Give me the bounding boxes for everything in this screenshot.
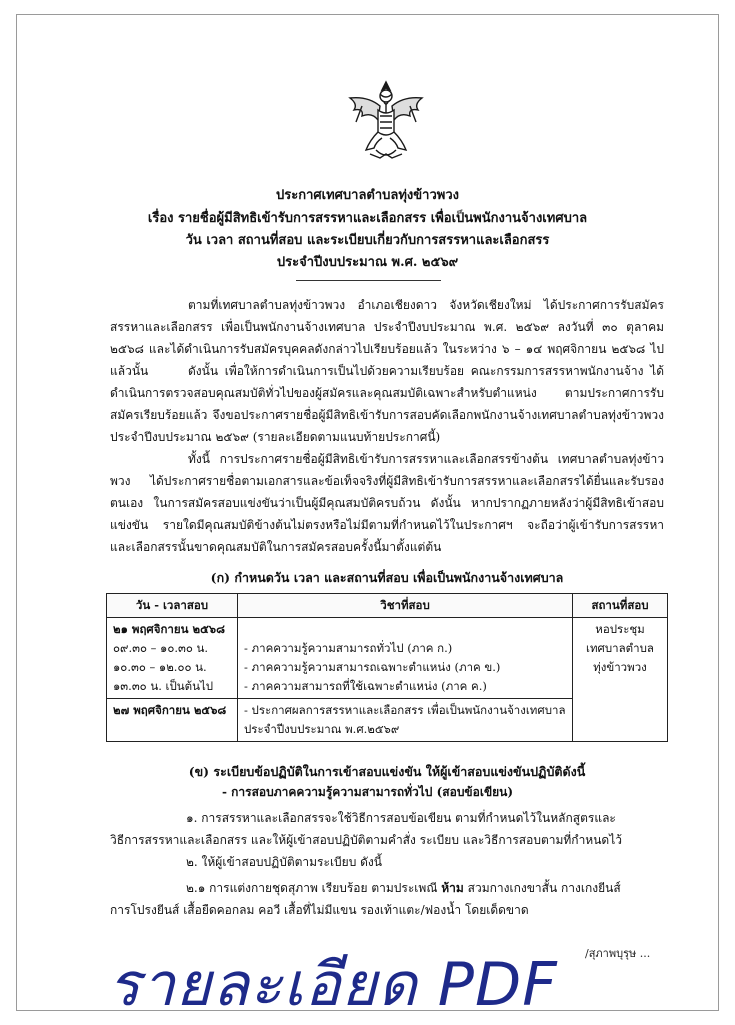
continued-marker: /สุภาพบุรุษ ... <box>585 947 651 960</box>
section-a-title: (ก) กำหนดวัน เวลา และสถานที่สอบ เพื่อเป็นพนักงานจ้างเทศบาล <box>210 570 564 585</box>
column-header-date: วัน - เวลาสอบ <box>107 594 238 618</box>
rule-text: ๒.๑ การแต่งกายชุดสุภาพ เรียบร้อย ตามประเพณี <box>186 881 442 895</box>
rule-text: สวมกางเกงขาสั้น กางเกงยีนส์ <box>463 881 621 895</box>
fiscal-year: ประจำปีงบประมาณ พ.ศ. ๒๕๖๙ <box>276 255 459 270</box>
exam-day-1: ๒๑ พฤศจิกายน ๒๕๖๘ <box>113 622 225 636</box>
paragraph-3: ทั้งนี้ การประกาศรายชื่อผู้มีสิทธิเข้ารับการสรรหาและเลือกสรรข้างต้น เทศบาลตำบลทุ่งข้าวพวง ได้ประกาศรายชื่อตามเอกสารและข้อเท็จจริงที่ผู้มีสิทธิเข้ารับการสรรหาและเลือกสรรได้ยื่นและรับรองตนเอง ในการสมัครสอบแข่งขันว่าเป็นผู้มีคุณสมบัติครบถ้วน ดังนั้น หากปรากฏภายหลังว่าผู้มีสิทธิเข้าสอบแข่งขัน รายใดมีคุณสมบัติข้างต้นไม่ตรงหรือไม่มีตามที่กำหนดไว้ในประกาศฯ จะถือว่าผู้เข้ารับการสรรหาและเลือกสรรนั้นขาดคุณสมบัติในการสมัครสอบครั้งนี้มาตั้งแต่ต้น <box>110 452 664 554</box>
announcement-title: ประกาศเทศบาลตำบลทุ่งข้าวพวง <box>275 188 459 203</box>
rule-item-2-1 <box>186 878 621 899</box>
venue-line-3: ทุ่งข้าวพวง <box>593 660 647 674</box>
venue-line-2: เทศบาลตำบล <box>586 641 654 655</box>
exam-venue-cell <box>573 618 668 742</box>
title-divider <box>296 280 441 281</box>
section-b-subtitle: - การสอบภาคความรู้ความสามารถทั่วไป (สอบข้อเขียน) <box>222 785 514 799</box>
result-announcement: - ประกาศผลการสรรหาและเลือกสรร เพื่อเป็นพนักงานจ้างเทศบาล ประจำปีงบประมาณ พ.ศ.๒๕๖๙ <box>238 699 573 742</box>
exam-subject-1: - ภาคความรู้ความสามารถทั่วไป (ภาค ก.) <box>244 641 453 655</box>
table-header-row <box>107 594 668 618</box>
announcement-subject-line2: วัน เวลา สถานที่สอบ และระเบียบเกี่ยวกับการสรรหาและเลือกสรร <box>185 233 550 248</box>
rule-item-2: ๒. ให้ผู้เข้าสอบปฏิบัติตามระเบียบ ดังนี้ <box>186 855 382 869</box>
paragraph-1: ตามที่เทศบาลตำบลทุ่งข้าวพวง อำเภอเชียงดาว จังหวัดเชียงใหม่ ได้ประกาศการรับสมัครสรรหาและเลือกสรร เพื่อเป็นพนักงานจ้างเทศบาล ประจำปีงบประมาณ พ.ศ. ๒๕๖๙ ลงวันที่ ๓๐ ตุลาคม ๒๕๖๘ และได้ดำเนินการรับสมัครบุคคลดังกล่าวไปเรียบร้อยแล้ว ในระหว่าง ๖ – ๑๔ พฤศจิกายน ๒๕๖๘ ไปแล้วนั้น <box>110 298 664 378</box>
exam-day-cell <box>107 618 238 699</box>
paragraph-2: ดังนั้น เพื่อให้การดำเนินการเป็นไปด้วยความเรียบร้อย คณะกรรมการสรรหาพนักงานจ้าง ได้ดำเนินการตรวจสอบคุณสมบัติทั่วไปของผู้สมัครและคุณสมบัติเฉพาะสำหรับตำแหน่ง ตามประกาศการรับสมัครเรียบร้อยแล้ว จึงขอประกาศรายชื่อผู้มีสิทธิเข้ารับการสอบคัดเลือกพนักงานจ้างเทศบาลตำบลทุ่งข้าวพวง ประจำปีงบประมาณ ๒๕๖๙ (รายละเอียดตามแนบท้ายประกาศนี้) <box>110 364 664 444</box>
exam-time-3: ๑๓.๓๐ น. เป็นต้นไป <box>113 679 214 693</box>
exam-schedule-table <box>106 593 668 742</box>
garuda-emblem-icon <box>340 76 432 168</box>
result-day: ๒๗ พฤศจิกายน ๒๕๖๘ <box>107 699 238 742</box>
venue-line-1: หอประชุม <box>595 622 645 636</box>
column-header-subject: วิชาที่สอบ <box>238 594 573 618</box>
exam-time-1: ๐๙.๓๐ – ๑๐.๓๐ น. <box>113 641 209 655</box>
table-row <box>107 618 668 699</box>
rule-item-1: ๑. การสรรหาและเลือกสรรจะใช้วิธีการสอบข้อเขียน ตามที่กำหนดไว้ในหลักสูตรและ <box>186 811 616 825</box>
exam-subject-2: - ภาคความรู้ความสามารถเฉพาะตำแหน่ง (ภาค ข.) <box>244 660 501 674</box>
exam-time-2: ๑๐.๓๐ – ๑๒.๐๐ น. <box>113 660 207 674</box>
rule-item-1-cont: วิธีการสรรหาและเลือกสรร และให้ผู้เข้าสอบปฏิบัติตามคำสั่ง ระเบียบ และวิธีการสอบตามที่กำหนดไว้ <box>110 833 622 847</box>
announcement-subject: เรื่อง รายชื่อผู้มีสิทธิเข้ารับการสรรหาและเลือกสรร เพื่อเป็นพนักงานจ้างเทศบาล <box>147 211 588 226</box>
exam-subject-cell <box>238 618 573 699</box>
rule-prohibition: ห้าม <box>441 881 464 895</box>
rule-item-2-1-cont: การโปรงยีนส์ เสื้อยืดคอกลม คอวี เสื้อที่ไม่มีแขน รองเท้าแตะ/ฟองน้ำ โดยเด็ดขาด <box>110 903 529 917</box>
pdf-details-banner[interactable]: รายละเอียด PDF <box>108 950 558 1020</box>
exam-subject-3: - ภาคความสามารถที่ใช้เฉพาะตำแหน่ง (ภาค ค.) <box>244 679 487 693</box>
column-header-venue: สถานที่สอบ <box>573 594 668 618</box>
section-b-title: (ข) ระเบียบข้อปฏิบัติในการเข้าสอบแข่งขัน ให้ผู้เข้าสอบแข่งขันปฏิบัติดังนี้ <box>188 764 586 779</box>
